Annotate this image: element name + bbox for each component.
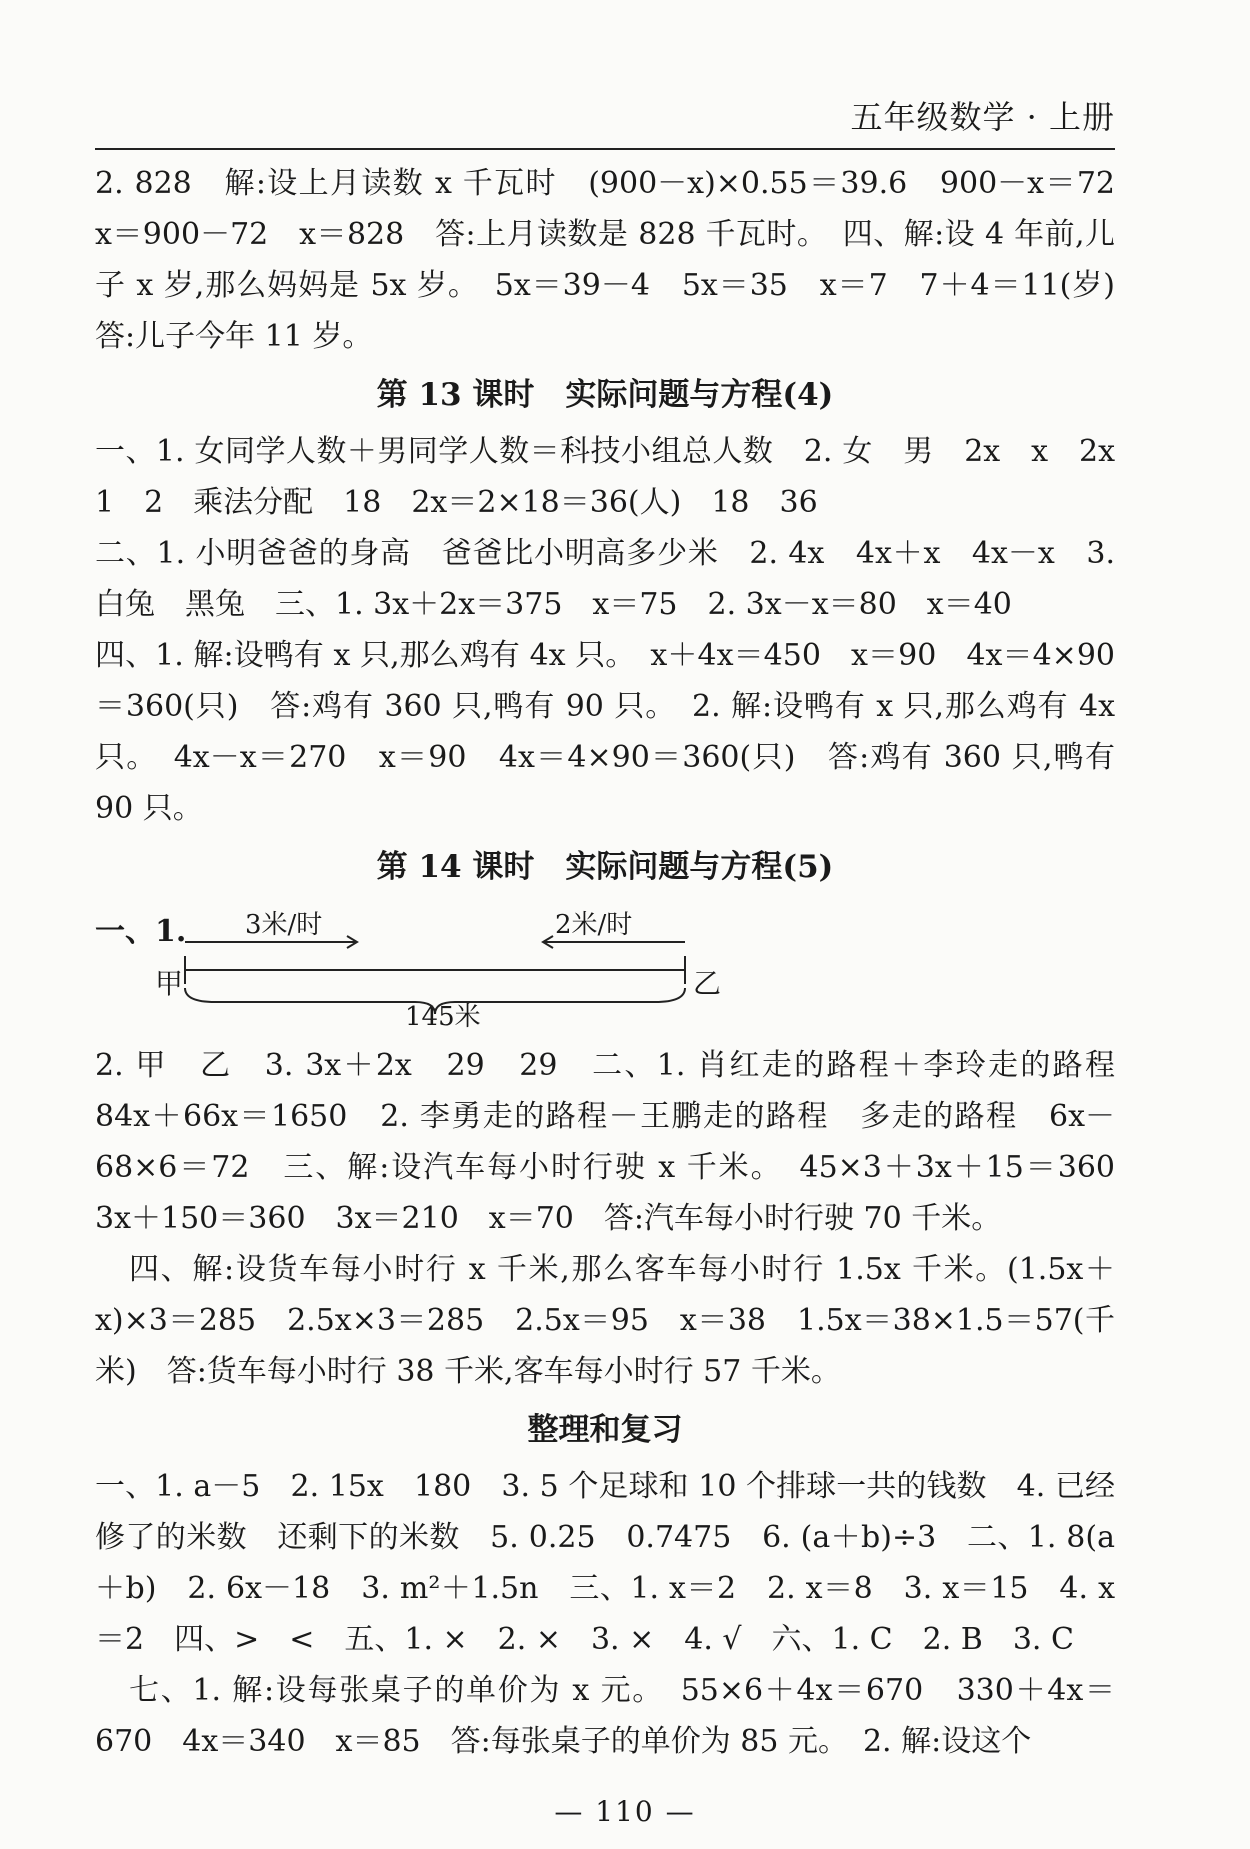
section-14-paragraph-1: 2. 甲 乙 3. 3x＋2x 29 29 二、1. 肖红走的路程＋李玲走的路程 84x＋66x＝1650 2. 李勇走的路程－王鹏走的路程 多走的路程 6x－68×6＝72 三、解:设汽车每小时行驶 x 千米。 45×3＋3x＋15＝360 3x＋150＝360 3x＝210 x＝70 答:汽车每小时行驶 70 千米。 (95, 1048, 1145, 1236)
page-header: 五年级数学 · 上册 (850, 98, 1115, 136)
section-14-paragraph-2: 四、解:设货车每小时行 x 千米,那么客车每小时行 1.5x 千米。(1.5x＋x)×3＝285 2.5x×3＝285 2.5x＝95 x＝38 1.5x＝38×1.5＝57(千米) 答:货车每小时行 38 千米,客车每小时行 57 千米。 (95, 1252, 1115, 1389)
diagram-question-label: 一、1. (95, 914, 187, 949)
right-speed-label: 2米/时 (555, 910, 633, 940)
review-title: 整理和复习 (527, 1412, 683, 1448)
place-right-label: 乙 (693, 967, 722, 1000)
place-left-label: 甲 (155, 967, 184, 1000)
answer-paragraph-top: 2. 828 解:设上月读数 x 千瓦时 (900－x)×0.55＝39.6 900－x＝72 x＝900－72 x＝828 答:上月读数是 828 千瓦时。 四、解:设 4 年前,儿子 x 岁,那么妈妈是 5x 岁。 5x＝39－4 5x＝35 x＝7 7＋4＝11(岁) 答:儿子今年 11 岁。 (95, 166, 1145, 354)
section-13-paragraph-3: 四、1. 解:设鸭有 x 只,那么鸡有 4x 只。 x＋4x＝450 x＝90 4x＝4×90＝360(只) 答:鸡有 360 只,鸭有 90 只。 2. 解:设鸭有 x 只,那么鸡有 4x 只。 4x－x＝270 x＝90 4x＝4×90＝360(只) 答:鸡有 360 只,鸭有 90 只。 (95, 638, 1115, 826)
page-number: — 110 — (554, 1795, 696, 1828)
section-13-paragraph-2: 二、1. 小明爸爸的身高 爸爸比小明高多少米 2. 4x 4x＋x 4x－x 3. 白兔 黑兔 三、1. 3x＋2x＝375 x＝75 2. 3x－x＝80 x＝40 (95, 536, 1115, 622)
review-paragraph-1: 一、1. a－5 2. 15x 180 3. 5 个足球和 10 个排球一共的钱数 4. 已经修了的米数 还剩下的米数 5. 0.25 0.7475 6. (a＋b)÷3 二、1. 8(a＋b) 2. 6x－18 3. m²＋1.5n 三、1. x＝2 2. x＝8 3. x＝15 4. x＝2 四、> < 五、1. × 2. × 3. × 4. √ 六、1. C 2. B 3. C (95, 1469, 1115, 1657)
left-speed-label: 3米/时 (245, 910, 323, 940)
section-13-paragraph-1: 一、1. 女同学人数＋男同学人数＝科技小组总人数 2. 女 男 2x x 2x 1 2 乘法分配 18 2x＝2×18＝36(人) 18 36 (95, 434, 1145, 520)
distance-lines (155, 898, 715, 1038)
section-14-title: 第 14 课时 实际问题与方程(5) (376, 849, 834, 885)
header-rule (95, 148, 1115, 150)
section-13-title: 第 13 课时 实际问题与方程(4) (376, 377, 834, 413)
review-paragraph-2: 七、1. 解:设每张桌子的单价为 x 元。 55×6＋4x＝670 330＋4x＝670 4x＝340 x＝85 答:每张桌子的单价为 85 元。 2. 解:设这个 (95, 1673, 1115, 1759)
distance-diagram (95, 898, 1115, 1038)
distance-label: 145米 (405, 1002, 481, 1032)
page-content (95, 158, 1145, 1767)
